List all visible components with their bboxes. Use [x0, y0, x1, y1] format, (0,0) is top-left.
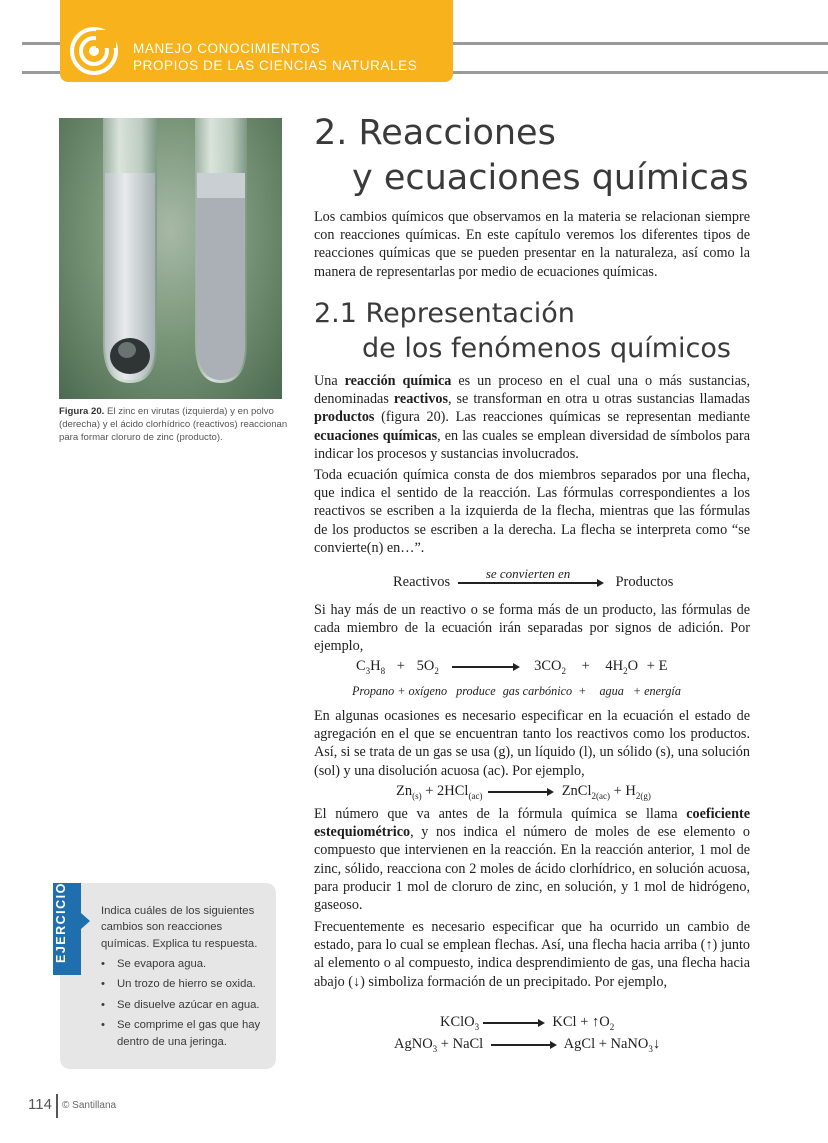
- eq1-h-sub: 8: [380, 665, 386, 676]
- exercise-item: • Un trozo de hierro se oxida.: [101, 976, 271, 992]
- word-produce: produce: [456, 684, 496, 698]
- paragraph-state-change-arrows: Frecuentemente es necesario especificar que ha ocurrido un cambio de estado, para lo cual se emplean flechas. Así, una flecha hacia arriba (↑) junto al elemento o al compuesto, indica desprendimiento de gas, una flecha hacia abajo (↓) simboliza formación de un precipitado. Por ejemplo,: [314, 919, 750, 990]
- paragraph-stoichiometric-coefficient: [314, 805, 750, 914]
- word-energia: + energía: [632, 684, 681, 698]
- p1-text-f: , en las cuales se emplean diversidad de símbolos para indicar los procesos y sustancias involucrados.: [314, 427, 751, 462]
- eq4-arrow-icon: [491, 1044, 555, 1046]
- eq1-arrow-icon: [452, 666, 518, 668]
- scheme-arrow-label: se convierten en: [485, 566, 571, 581]
- subsection-title-line2: de los fenómenos químicos: [362, 333, 731, 364]
- exercise-tag: [53, 883, 81, 975]
- eq4-left-b: + NaCl: [437, 1036, 484, 1052]
- header-rule-right: [452, 42, 828, 45]
- eq1-c: C: [356, 658, 366, 674]
- eq3-left-sub: 3: [474, 1021, 480, 1032]
- eq4-right-a: AgCl + NaNO: [563, 1036, 649, 1052]
- eq1-h2o-a: 4H: [605, 658, 624, 674]
- exercise-item: • Se disuelve azúcar en agua.: [101, 997, 271, 1013]
- publisher: © Santillana: [62, 1100, 117, 1111]
- term-reaccion-quimica: reacción química: [344, 373, 452, 389]
- term-coeficiente-estequiometrico: coeficiente estequiométrico: [314, 806, 750, 841]
- scheme-arrow-icon: [458, 582, 602, 584]
- term-ecuaciones-quimicas: ecuaciones químicas: [314, 427, 438, 444]
- eq1-h: H: [370, 658, 381, 674]
- eq2-zn: Zn: [396, 783, 413, 799]
- footer-divider: [56, 1094, 58, 1118]
- exercise-item: • Se evapora agua.: [101, 956, 271, 972]
- exercise-list: [101, 956, 271, 1054]
- exercise-intro: Indica cuáles de los siguientes cambios son reacciones químicas. Explica tu respuesta.: [101, 905, 258, 950]
- figure-caption: [59, 405, 289, 444]
- eq2-hcl-sub: (ac): [468, 790, 483, 801]
- header-rule-left: [22, 42, 62, 45]
- eq2-hcl: + 2HCl: [421, 783, 469, 799]
- eq1-co2-sub: 2: [561, 665, 566, 676]
- exercise-tag-label: EJERCICIO: [54, 882, 68, 963]
- eq1-o2: 5O: [416, 658, 435, 674]
- eq1-h2o-sub: 2: [623, 665, 628, 676]
- eq2-zncl-sub: 2(ac): [591, 790, 610, 801]
- test-tubes-illustration: [59, 118, 282, 399]
- word-plus: +: [578, 684, 587, 698]
- p5-text-c: , y nos indica el número de moles de ese elemento o compuesto que intervienen en la reacción. En la reacción anterior, 1 mol de zinc, sólido, reacciona con 2 moles de ácido clorhídrico, en solución acuosa, para producir 1 mol de cloruro de zinc, en solución, y 1 mol de hidrógeno, gaseoso.: [314, 824, 750, 914]
- eq2-zn-sub: (s): [412, 790, 422, 801]
- p1-text-a: Una: [314, 373, 345, 389]
- subsection-title-line1: 2.1 Representación: [314, 298, 575, 329]
- header-rule-left-2: [22, 71, 62, 74]
- eq1-plus-energy: + E: [646, 658, 668, 674]
- p1-text-c: es un proceso en el cual una o más sustancias, denominadas: [314, 373, 750, 408]
- p5-text-a: El número que va antes de la fórmula química se llama: [314, 806, 687, 822]
- scheme-right: Productos: [615, 574, 674, 590]
- eq2-h: + H: [610, 783, 636, 799]
- p1-text-e: (figura 20). Las reacciones químicas se representan mediante: [374, 409, 750, 426]
- caption-label: Figura 20.: [59, 406, 105, 417]
- eq3-left: KClO: [440, 1014, 475, 1030]
- header-title-line2: PROPIOS DE LAS CIENCIAS NATURALES: [133, 58, 418, 73]
- header-title: [133, 40, 417, 74]
- eq4-right-b: ↓: [652, 1036, 661, 1052]
- eq2-zncl: ZnCl: [561, 783, 592, 799]
- word-agua: agua: [599, 684, 624, 698]
- paragraph-states-of-matter: En algunas ocasiones es necesario especificar en la ecuación el estado de agregación en el que se encuentran tanto los reactivos como los productos. Así, si se trata de un gas se usa (g), un líquido (l), un sólido (s), una solución (sol) y una disolución acuosa (ac). Por ejemplo,: [314, 708, 750, 779]
- paragraph-multiple-reactants: Si hay más de un reactivo o se forma más de un producto, las fórmulas de cada miembro de la ecuación irán separadas por signos de adición. Por ejemplo,: [314, 602, 750, 655]
- scheme-reactivos-productos: [393, 566, 674, 591]
- equation-potassium-chlorate: [440, 1014, 614, 1032]
- term-reactivos: reactivos: [393, 391, 448, 408]
- word-oxigeno: + oxígeno: [397, 684, 448, 698]
- eq3-right: KCl + ↑O: [552, 1014, 610, 1030]
- eq1-plus1: +: [396, 658, 405, 674]
- eq4-right-sub: 3: [648, 1043, 653, 1054]
- eq4-left-sub: 3: [432, 1043, 438, 1054]
- header-title-line1: MANEJO CONOCIMIENTOS: [133, 41, 321, 56]
- equation-propane-combustion: [356, 658, 667, 676]
- equation-silver-nitrate: [394, 1036, 660, 1054]
- eq1-plus2: +: [581, 658, 590, 674]
- equation-propane-words: [352, 684, 681, 699]
- eq1-c-sub: 3: [365, 665, 371, 676]
- header-rule-right-2: [452, 71, 828, 74]
- scheme-left: Reactivos: [393, 574, 451, 590]
- eq1-h2o-b: O: [627, 658, 639, 674]
- eq2-arrow-icon: [488, 791, 552, 793]
- term-productos: productos: [314, 409, 375, 426]
- p1-text-d: , se transforman en otra u otras sustancias llamadas: [447, 391, 751, 408]
- eq3-right-sub: 2: [609, 1021, 615, 1032]
- word-gas-carbonico: gas carbónico: [502, 684, 573, 698]
- paragraph-equation-members: Toda ecuación química consta de dos miembros separados por una flecha, que indica el sentido de la reacción. Las fórmulas correspondientes a los reactivos se escriben a la izquierda de la flecha, mientras que las fórmulas de los productos se escriben a la derecha. La flecha se interpreta como “se convierte(n) en…”.: [314, 467, 750, 556]
- exercise-item: • Se comprime el gas que hay dentro de una jeringa.: [101, 1017, 271, 1050]
- eq1-co2: 3CO: [534, 658, 562, 674]
- figure-photo: [59, 118, 282, 399]
- section-intro: Los cambios químicos que observamos en la materia se relacionan siempre con reacciones químicas. En este capítulo veremos los diferentes tipos de reacciones químicas que se pueden presentar en la naturaleza, así como la manera de representarlas por medio de ecuaciones químicas.: [314, 209, 750, 280]
- word-propano: Propano: [352, 684, 395, 698]
- equation-zinc-hcl: [396, 783, 651, 801]
- eq2-h-sub: 2(g): [635, 790, 651, 801]
- eq1-o2-sub: 2: [434, 665, 439, 676]
- eq4-left-a: AgNO: [394, 1036, 433, 1052]
- section-title-line1: 2. Reacciones: [314, 113, 556, 153]
- caption-text: El zinc en virutas (izquierda) y en polvo (derecha) y el ácido clorhídrico (reactivos) reaccionan para formar cloruro de zinc (producto).: [59, 406, 288, 443]
- paragraph-reaction-definition: [314, 372, 750, 463]
- chapter-logo-icon: [69, 26, 119, 76]
- page-number: 114: [28, 1096, 52, 1113]
- section-title-line2: y ecuaciones químicas: [352, 158, 749, 198]
- eq3-arrow-icon: [483, 1022, 543, 1024]
